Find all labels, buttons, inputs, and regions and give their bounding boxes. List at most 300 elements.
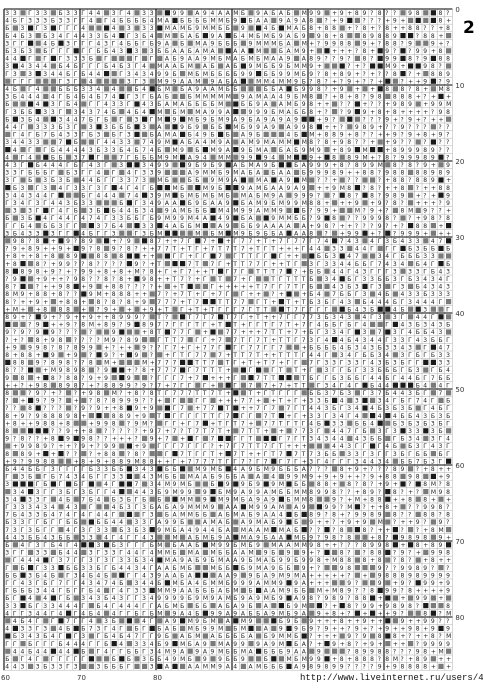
stitch-fill [188,231,193,236]
stitch-symbol: Г [21,78,25,85]
stitch-symbol: + [431,496,436,503]
stitch-symbol: Т [202,314,207,321]
stitch-symbol: 9 [423,162,427,169]
stitch-symbol: М [279,215,284,222]
stitch-symbol: + [249,246,254,253]
stitch-symbol: 9 [157,162,161,169]
stitch-symbol: 8 [317,200,321,207]
stitch-symbol: 9 [256,109,260,116]
stitch-symbol: Г [157,375,161,382]
stitch-symbol: 3 [363,337,367,344]
stitch-symbol: ? [355,580,358,587]
stitch-symbol: Г [21,162,25,169]
stitch-fill [112,71,117,76]
stitch-symbol: А [271,534,276,541]
stitch-symbol: Б [97,565,101,572]
stitch-fill [370,253,375,258]
stitch-fill [28,276,33,281]
stitch-symbol: + [378,626,383,633]
stitch-symbol: 4 [332,443,336,450]
stitch-fill [5,208,10,213]
stitch-symbol: 7 [249,382,253,389]
stitch-symbol: 4 [5,18,9,25]
stitch-symbol: Б [302,626,306,633]
stitch-symbol: 4 [127,10,131,17]
stitch-symbol: 9 [89,390,93,397]
stitch-symbol: Т [187,451,192,458]
stitch-symbol: 4 [51,633,55,640]
stitch-fill [256,155,261,160]
stitch-symbol: 4 [340,428,344,435]
stitch-symbol: А [287,116,292,123]
stitch-fill [81,223,86,228]
stitch-symbol: 8 [385,86,389,93]
stitch-fill [127,162,132,167]
stitch-symbol: А [195,550,200,557]
stitch-symbol: ? [416,56,419,63]
stitch-symbol: 7 [157,238,161,245]
stitch-symbol: М [249,550,254,557]
stitch-symbol: Б [180,603,184,610]
stitch-symbol: М [180,512,185,519]
stitch-symbol: 9 [408,101,412,108]
stitch-symbol: ? [74,261,77,268]
stitch-symbol: 3 [89,86,93,93]
stitch-symbol: 8 [347,154,351,161]
stitch-symbol: 8 [5,284,9,291]
stitch-symbol: Г [325,375,329,382]
stitch-symbol: + [385,147,390,154]
stitch-symbol: 9 [302,33,306,40]
stitch-symbol: Г [66,185,70,192]
stitch-symbol: 9 [309,474,313,481]
stitch-symbol: Б [195,101,199,108]
stitch-symbol: 9 [332,504,336,511]
stitch-symbol: 7 [157,246,161,253]
stitch-symbol: ? [74,268,77,275]
stitch-symbol: 3 [43,71,47,78]
stitch-symbol: Г [195,398,199,405]
stitch-symbol: 4 [363,322,367,329]
stitch-symbol: Г [416,360,420,367]
stitch-symbol: + [317,474,322,481]
stitch-symbol: Т [278,337,283,344]
stitch-symbol: Г [89,48,93,55]
stitch-symbol: ? [340,78,343,85]
stitch-symbol: 9 [66,382,70,389]
stitch-symbol: 8 [401,208,405,215]
stitch-fill [112,162,117,167]
stitch-symbol: Б [317,268,321,275]
stitch-symbol: 3 [13,71,17,78]
stitch-symbol: Б [165,48,169,55]
stitch-symbol: 8 [347,641,351,648]
stitch-symbol: Б [104,572,108,579]
stitch-symbol: 3 [97,626,101,633]
stitch-symbol: 8 [332,25,336,32]
stitch-symbol: ? [325,18,328,25]
stitch-symbol: Т [232,420,237,427]
stitch-symbol: 4 [127,109,131,116]
stitch-fill [20,261,25,266]
stitch-symbol: 9 [157,139,161,146]
stitch-symbol: ? [150,382,153,389]
stitch-fill [119,33,124,38]
stitch-symbol: Г [188,344,192,351]
stitch-symbol: + [370,230,375,237]
stitch-symbol: 9 [21,443,25,450]
stitch-symbol: ? [317,550,320,557]
stitch-symbol: 8 [378,557,382,564]
stitch-symbol: 8 [309,595,313,602]
stitch-symbol: 3 [28,626,32,633]
stitch-symbol: 7 [89,215,93,222]
stitch-symbol: 9 [294,116,298,123]
stitch-symbol: Т [286,306,291,313]
stitch-symbol: 9 [385,48,389,55]
stitch-symbol: + [370,71,375,78]
stitch-symbol: 4 [28,223,32,230]
stitch-symbol: 9 [385,56,389,63]
stitch-symbol: 7 [249,238,253,245]
stitch-symbol: 9 [340,56,344,63]
stitch-symbol: Б [119,124,123,131]
stitch-symbol: + [309,223,314,230]
stitch-symbol: 4 [43,595,47,602]
stitch-symbol: А [226,147,231,154]
stitch-symbol: ? [370,56,373,63]
stitch-symbol: 9 [370,215,374,222]
stitch-symbol: 4 [309,420,313,427]
stitch-symbol: + [340,223,345,230]
stitch-symbol: Г [81,162,85,169]
stitch-symbol: 4 [142,572,146,579]
stitch-fill [362,86,367,91]
stitch-symbol: М [279,641,284,648]
stitch-symbol: ? [127,428,130,435]
stitch-symbol: Б [66,588,70,595]
stitch-symbol: + [21,253,26,260]
stitch-symbol: Г [173,413,177,420]
stitch-fill [43,101,48,106]
stitch-symbol: 3 [21,626,25,633]
stitch-symbol: 4 [97,496,101,503]
stitch-symbol: 8 [370,170,374,177]
stitch-symbol: + [378,641,383,648]
stitch-symbol: Б [28,648,32,655]
stitch-symbol: Т [286,276,291,283]
stitch-fill [385,284,390,289]
stitch-symbol: Б [226,18,230,25]
stitch-symbol: + [423,588,428,595]
stitch-symbol: 9 [256,124,260,131]
stitch-symbol: 9 [249,132,253,139]
stitch-symbol: Б [256,572,260,579]
stitch-symbol: 4 [112,519,116,526]
stitch-symbol: 8 [21,352,25,359]
stitch-fill [172,261,177,266]
stitch-symbol: 7 [180,238,184,245]
stitch-symbol: 9 [347,230,351,237]
stitch-symbol: Г [119,626,123,633]
stitch-symbol: + [51,390,56,397]
stitch-symbol: М [302,10,307,17]
stitch-symbol: Б [211,230,215,237]
stitch-symbol: 7 [180,405,184,412]
stitch-symbol: 3 [401,405,405,412]
stitch-symbol: + [431,116,436,123]
stitch-symbol: ? [135,428,138,435]
stitch-fill [248,25,253,30]
stitch-symbol: + [294,253,299,260]
stitch-fill [81,291,86,296]
stitch-symbol: + [142,246,147,253]
stitch-symbol: А [264,572,269,579]
stitch-symbol: Б [165,504,169,511]
stitch-symbol: + [317,633,322,640]
stitch-symbol: Г [401,314,405,321]
stitch-symbol: М [157,230,162,237]
stitch-symbol: Б [112,208,116,215]
stitch-symbol: ? [142,398,145,405]
stitch-symbol: 4 [378,413,382,420]
stitch-symbol: Б [157,626,161,633]
stitch-symbol: А [271,116,276,123]
stitch-fill [378,307,383,312]
stitch-symbol: Б [97,519,101,526]
stitch-symbol: 9 [264,162,268,169]
stitch-symbol: Б [211,192,215,199]
stitch-fill [218,314,223,319]
stitch-symbol: Б [43,512,47,519]
stitch-symbol: Г [363,443,367,450]
stitch-symbol: Г [104,18,108,25]
stitch-symbol: 4 [416,436,420,443]
stitch-symbol: Б [180,40,184,47]
stitch-fill [378,48,383,53]
stitch-symbol: 8 [347,534,351,541]
stitch-fill [134,238,139,243]
stitch-symbol: Г [408,352,412,359]
stitch-symbol: А [294,595,299,602]
stitch-symbol: 4 [81,230,85,237]
stitch-symbol: 7 [439,390,443,397]
stitch-symbol: 4 [127,170,131,177]
stitch-symbol: 9 [408,565,412,572]
stitch-fill [347,208,352,213]
stitch-symbol: 8 [393,633,397,640]
stitch-symbol: ? [408,139,411,146]
stitch-symbol: + [370,109,375,116]
stitch-symbol: ? [393,550,396,557]
stitch-symbol: ? [416,162,419,169]
stitch-symbol: Т [217,276,222,283]
stitch-symbol: 8 [332,610,336,617]
stitch-symbol: А [287,170,292,177]
stitch-symbol: 4 [142,466,146,473]
stitch-fill [218,269,223,274]
stitch-symbol: 7 [264,284,268,291]
stitch-symbol: 8 [340,550,344,557]
stitch-fill [385,231,390,236]
stitch-symbol: А [264,519,269,526]
stitch-symbol: 9 [195,618,199,625]
stitch-symbol: 3 [355,451,359,458]
stitch-fill [104,25,109,30]
stitch-fill [241,63,246,68]
stitch-symbol: 3 [74,170,78,177]
stitch-symbol: 4 [431,299,435,306]
stitch-symbol: Г [287,360,291,367]
stitch-symbol: Г [385,268,389,275]
stitch-symbol: Г [271,344,275,351]
stitch-symbol: М [279,610,284,617]
stitch-symbol: ? [5,398,8,405]
stitch-symbol: 4 [21,466,25,473]
stitch-symbol: ? [401,223,404,230]
stitch-symbol: 7 [256,375,260,382]
stitch-symbol: Г [97,550,101,557]
stitch-symbol: 7 [271,420,275,427]
stitch-symbol: 4 [97,170,101,177]
stitch-symbol: + [431,200,436,207]
stitch-symbol: + [317,132,322,139]
stitch-symbol: 8 [378,550,382,557]
stitch-symbol: 7 [309,360,313,367]
stitch-symbol: + [340,572,345,579]
stitch-fill [324,193,329,198]
stitch-symbol: А [233,78,238,85]
stitch-symbol: Г [423,268,427,275]
stitch-fill [431,10,436,15]
stitch-symbol: 3 [408,390,412,397]
stitch-symbol: Т [255,428,260,435]
stitch-symbol: ? [393,154,396,161]
stitch-symbol: 8 [363,542,367,549]
stitch-symbol: ? [401,512,404,519]
stitch-symbol: А [271,185,276,192]
stitch-symbol: 8 [439,504,443,511]
stitch-symbol: 9 [309,618,313,625]
stitch-symbol: 9 [211,595,215,602]
stitch-fill [279,307,284,312]
stitch-symbol: 9 [431,154,435,161]
stitch-symbol: А [256,162,261,169]
stitch-symbol: ? [378,18,381,25]
stitch-symbol: 8 [431,633,435,640]
stitch-symbol: Б [355,420,359,427]
stitch-symbol: ? [135,382,138,389]
stitch-symbol: Т [248,443,253,450]
stitch-symbol: Б [51,132,55,139]
stitch-symbol: Б [127,648,131,655]
stitch-fill [286,269,291,274]
stitch-symbol: 3 [104,124,108,131]
stitch-symbol: ? [393,557,396,564]
stitch-symbol: Б [135,215,139,222]
stitch-symbol: ? [340,109,343,116]
stitch-symbol: 9 [340,565,344,572]
stitch-symbol: М [142,420,147,427]
stitch-symbol: 9 [271,633,275,640]
stitch-symbol: Б [135,154,139,161]
stitch-fill [36,147,41,152]
stitch-symbol: Т [202,428,207,435]
stitch-symbol: Б [188,101,192,108]
stitch-symbol: Б [416,382,420,389]
stitch-symbol: Б [439,428,443,435]
stitch-symbol: 3 [119,177,123,184]
stitch-symbol: ? [119,390,122,397]
stitch-symbol: 7 [287,436,291,443]
stitch-symbol: Б [416,352,420,359]
stitch-fill [150,63,155,68]
stitch-symbol: Б [135,626,139,633]
stitch-symbol: Т [194,322,199,329]
stitch-symbol: Г [135,230,139,237]
stitch-symbol: Б [203,580,207,587]
stitch-symbol: Б [195,162,199,169]
stitch-symbol: 8 [74,382,78,389]
stitch-symbol: 4 [81,572,85,579]
stitch-symbol: Б [211,132,215,139]
stitch-symbol: 9 [416,595,420,602]
stitch-symbol: 9 [89,268,93,275]
stitch-symbol: А [165,572,170,579]
stitch-symbol: 9 [226,496,230,503]
stitch-symbol: Г [97,154,101,161]
stitch-symbol: 8 [385,33,389,40]
stitch-symbol: Б [287,603,291,610]
stitch-symbol: Г [74,618,78,625]
stitch-symbol: 9 [180,215,184,222]
stitch-symbol: 9 [36,329,40,336]
stitch-symbol: + [211,238,216,245]
stitch-symbol: 7 [180,329,184,336]
stitch-symbol: 3 [81,595,85,602]
stitch-symbol: 8 [431,542,435,549]
stitch-symbol: Г [112,481,116,488]
stitch-symbol: 3 [142,10,146,17]
stitch-symbol: Б [393,299,397,306]
stitch-fill [112,155,117,160]
stitch-symbol: 7 [180,390,184,397]
stitch-symbol: Г [423,375,427,382]
stitch-symbol: ? [355,223,358,230]
stitch-symbol: Б [309,375,313,382]
stitch-symbol: + [43,253,48,260]
stitch-symbol: 3 [431,458,435,465]
stitch-symbol: Б [302,534,306,541]
stitch-symbol: 7 [195,367,199,374]
stitch-symbol: 9 [5,329,9,336]
stitch-symbol: М [203,192,208,199]
stitch-symbol: Г [5,641,9,648]
stitch-symbol: Б [89,588,93,595]
stitch-symbol: А [218,10,223,17]
stitch-symbol: 8 [363,56,367,63]
stitch-symbol: 4 [112,595,116,602]
stitch-symbol: ? [104,428,107,435]
stitch-symbol: 9 [89,238,93,245]
stitch-symbol: ? [325,603,328,610]
stitch-symbol: 3 [408,322,412,329]
stitch-symbol: Т [263,299,268,306]
stitch-symbol: Г [317,261,321,268]
stitch-fill [210,155,215,160]
stitch-symbol: + [423,633,428,640]
stitch-symbol: 7 [211,405,215,412]
